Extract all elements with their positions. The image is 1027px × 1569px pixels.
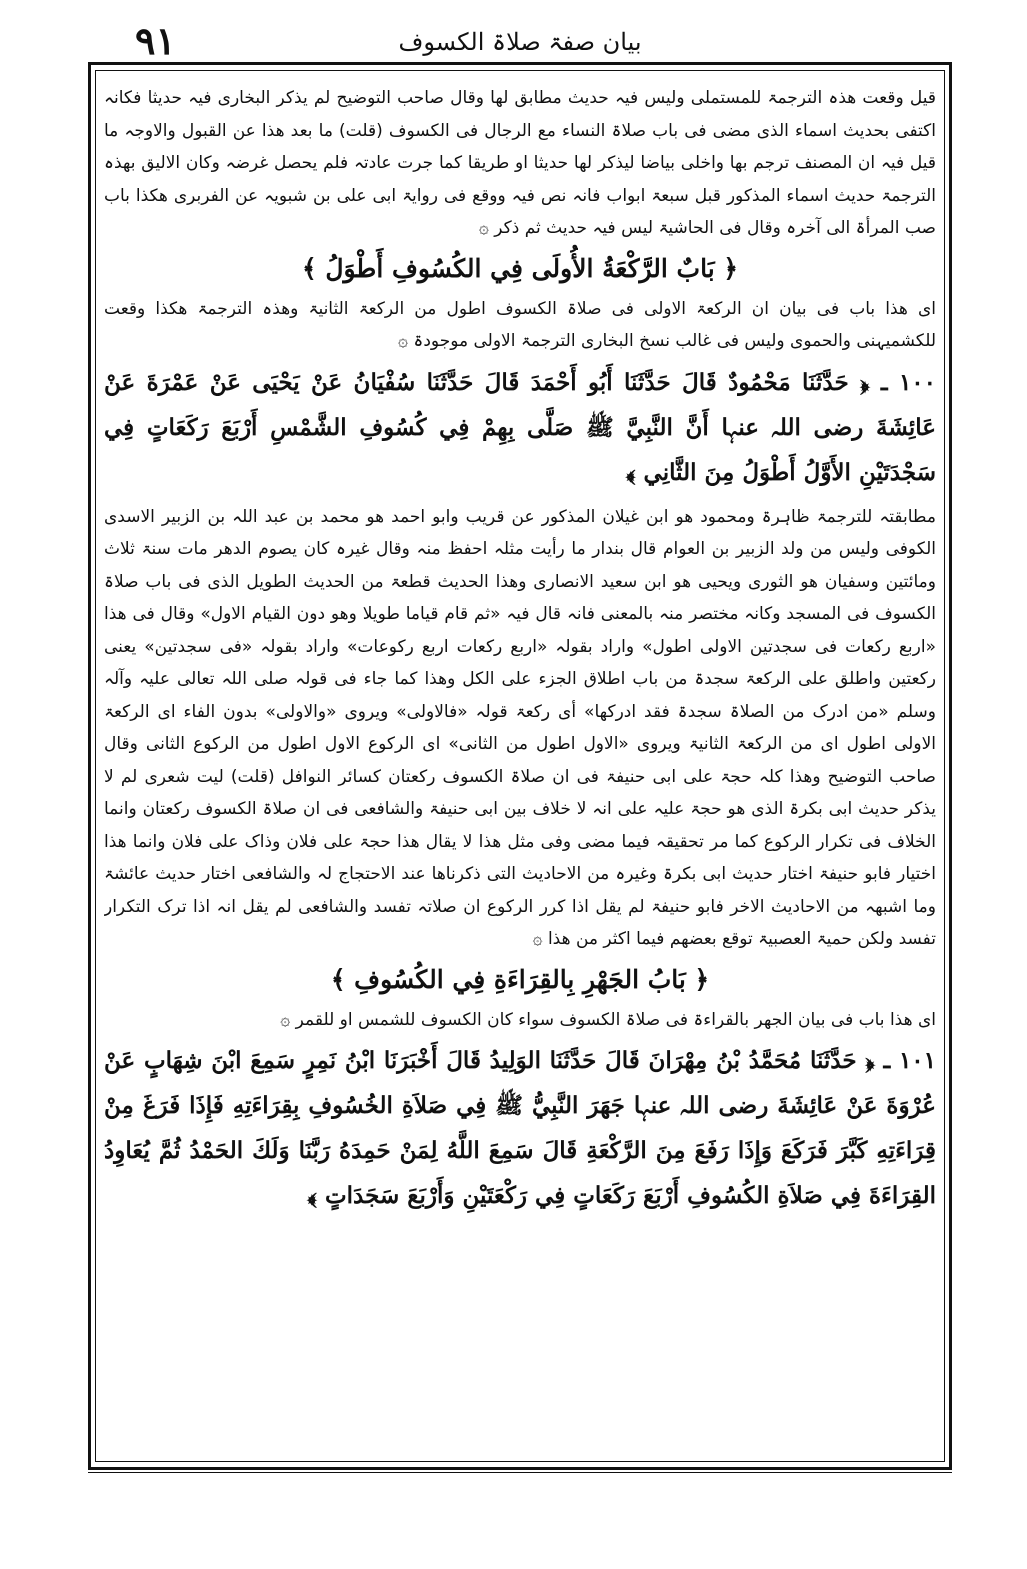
intro-paragraph: قیل وقعت ھذہ الترجمۃ للمستملی ولیس فیہ حدیث مطابق لھا وقال صاحب التوضیح لم یذکر البخاری فیہ حدیثا فکانہ اکتفی بحدیث اسماء الذی مضی فی باب صلاۃ النساء مع الرجال فی الکسوف (قلت) ما بعد ھذا عن القبول والاوجہ ما قیل فیہ ان المصنف ترجم بھا واخلی بیاضا لیذکر لھا حدیثا او طریقا کما جرت عادتہ فلم یحصل غرضہ وکان الالیق بھذہ الترجمۃ حدیث اسماء المذکور قبل سبعۃ ابواب فانہ نص فیہ ووقع فی روایۃ ابی علی بن شبویہ عن الفربری ھکذا باب صب المرأۃ الی آخرہ وقال فی الحاشیۃ لیس فیہ حدیث ثم ذکر ۞ (104, 88, 936, 238)
bottom-rule (88, 1468, 952, 1473)
commentary-paragraph-2: مطابقتہ للترجمۃ ظاہرۃ ومحمود ھو ابن غیلان المذکور عن قریب وابو احمد ھو محمد بن عبد اللہ بن الزبیر الاسدی الکوفی ولیس من ولد الزبیر بن العوام قال بندار ما رأیت مثلہ احفظ منہ وقال غیرہ کان یصوم الدھر مات سنۃ ثلاث ومائتین وسفیان ھو الثوری ویحیی ھو ابن سعید الانصاری وھذا الحدیث قطعۃ من الحدیث الطویل الذی فی باب صلاۃ الکسوف فی المسجد وکانہ مختصر منہ بالمعنی فانہ قال فیہ «ثم قام قیاما طویلا وھو دون القیام الاول» وقال فی ھذا «اربع رکعات فی سجدتین الاولی اطول» واراد بقولہ «اربع رکعات اربع رکوعات» واراد بقولہ «فی سجدتین» یعنی رکعتین واطلق علی الرکعۃ سجدۃ من باب اطلاق الجزء علی الکل وھذا کما جاء فی قولہ صلی اللہ تعالی علیہ وآلہ وسلم «من ادرک من الصلاۃ سجدۃ فقد ادرکھا» أی رکعۃ قولہ «فالاولی» ویروی «والاولی» بدون الفاء ای الرکعۃ الاولی اطول ای من الرکعۃ الثانیۃ ویروی «الاول اطول من الثانی» ای الرکوع الاول اطول من الرکوع الثانی وقال صاحب التوضیح وھذا کلہ حجۃ علی ابی حنیفۃ فی ان صلاۃ الکسوف رکعتان کسائر النوافل (قلت) لیت شعری لم لا یذکر حدیث ابی بکرۃ الذی ھو حجۃ علیہ علی انہ لا خلاف بین ابی حنیفۃ والشافعی فی ان صلاۃ الکسوف رکعتان وانما الخلاف فی تکرار الرکوع کما مر تحقیقہ فیما مضی وفی مثل ھذا لا یقال ھذا حجۃ علی فلان وذاک علی فلان وانما ھذا اختیار فابو حنیفۃ اختار حدیث ابی بکرۃ وغیرہ من الاحادیث التی ذکرناھا عند الاحتجاج لہ والشافعی اختار حدیث عائشۃ وما اشبھہ من الاحادیث الاخر فابو حنیفۃ لم یقل اذا کرر الرکوع ان صلاتہ تفسد والشافعی لم یقل انہ اذا ترک التکرار تفسد ولکن حمیۃ العصبیۃ توقع بعضھم فیما اکثر من ھذا ۞ (104, 506, 936, 949)
page-body (104, 82, 936, 1452)
hadith-101 (104, 1038, 936, 1218)
hadith-number-100: ١٠٠ ـ (880, 368, 936, 396)
hadith-text-101: ﴿ حَدَّثَنَا مُحَمَّدُ بْنُ مِهْرَانَ قَالَ حَدَّثَنَا الوَلِيدُ قَالَ أَخْبَرَنَا ابْنُ نَمِرٍ سَمِعَ ابْنَ شِهَابٍ عَنْ عُرْوَةَ عَنْ عَائِشَةَ رضی اللہ عنہا جَهَرَ النَّبِيُّ ﷺ فِي صَلاَةِ الخُسُوفِ بِقِرَاءَتِهِ فَإِذَا فَرَغَ مِنْ قِرَاءَتِهِ كَبَّرَ فَرَكَعَ وَإِذَا رَفَعَ مِنَ الرَّكْعَةِ قَالَ سَمِعَ اللَّهُ لِمَنْ حَمِدَهُ رَبَّنَا وَلَكَ الحَمْدُ ثُمَّ يُعَاوِدُ القِرَاءَةَ فِي صَلاَةِ الكُسُوفِ أَرْبَعَ رَكَعَاتٍ فِي رَكْعَتَيْنِ وَأَرْبَعَ سَجَدَاتٍ ﴾ (104, 1047, 936, 1209)
hadith-number-101: ١٠١ ـ (883, 1047, 936, 1074)
chapter-heading-1: ﴿ بَابٌ الرَّكْعَةُ الأُولَى فِي الكُسُوفِ أَطْوَلُ ﴾ (302, 253, 738, 283)
hadith-text-100: ﴿ حَدَّثَنَا مَحْمُودٌ قَالَ حَدَّثَنَا أَبُو أَحْمَدَ قَالَ حَدَّثَنَا سُفْيَانُ عَنْ يَحْيَى عَنْ عَمْرَةَ عَنْ عَائِشَةَ رضی اللہ عنہا أَنَّ النَّبِيَّ ﷺ صَلَّى بِهِمْ فِي كُسُوفِ الشَّمْسِ أَرْبَعَ رَكَعَاتٍ فِي سَجْدَتَيْنِ الأَوَّلُ أَطْوَلُ مِنَ الثَّانِي ﴾ (104, 368, 936, 486)
page-header (90, 18, 950, 64)
hadith-100 (104, 360, 936, 495)
commentary-paragraph-3: ای ھذا باب فی بیان الجھر بالقراءۃ فی صلاۃ الکسوف سواء کان الکسوف للشمس او للقمر ۞ (280, 1009, 936, 1030)
chapter-heading-2: ﴿ بَابُ الجَهْرِ بِالقِرَاءَةِ فِي الكُسُوفِ ﴾ (330, 964, 710, 994)
page-number: ٩١ (135, 18, 176, 63)
commentary-paragraph-1: ای ھذا باب فی بیان ان الرکعۃ الاولی فی صلاۃ الکسوف اطول من الرکعۃ الثانیۃ وھذہ الترجمۃ ھکذا وقعت للکشمیہنی والحموی ولیس فی غالب نسخ البخاری الترجمۃ الاولی موجودۃ ۞ (104, 298, 936, 351)
running-title: بیان صفۃ صلاۃ الکسوف (398, 28, 642, 56)
